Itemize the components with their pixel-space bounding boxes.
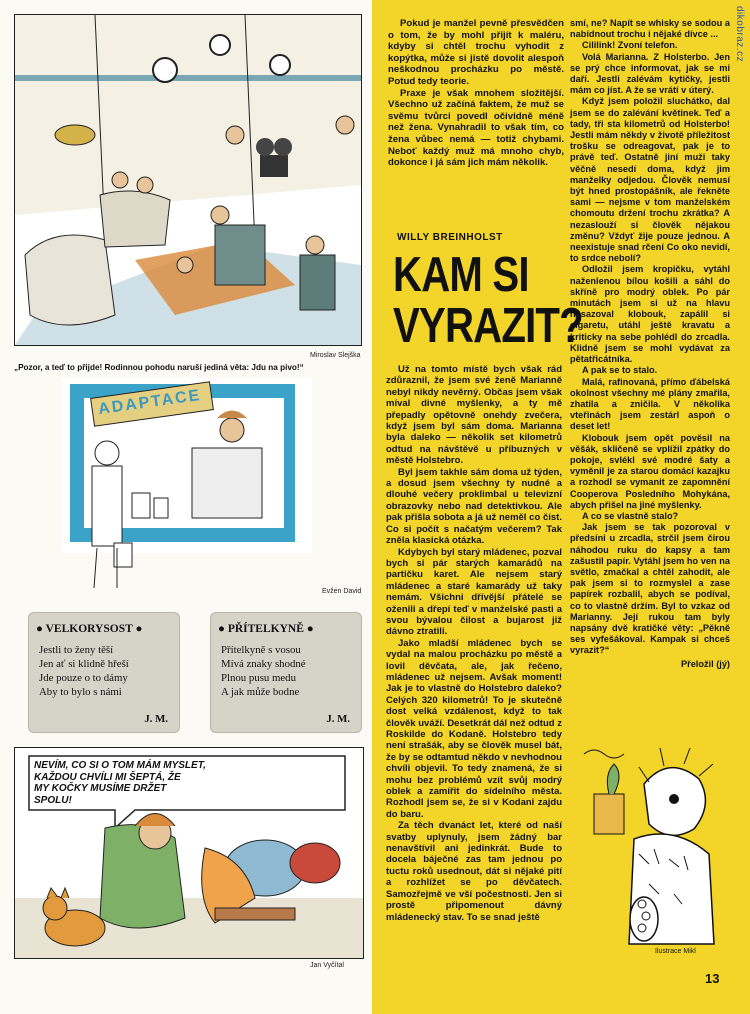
- article-author: WILLY BREINHOLST: [397, 232, 503, 243]
- headline-line: VYRAZIT?: [393, 299, 583, 353]
- cat-speech-bubble: [34, 760, 334, 806]
- paragraph: Už na tomto místě bych však rád zdůraznil, že jsem své ženě Marianně nebyl nikdy nevěrný. Občas jsem však míval divné myšlenky, a ty mě přepadly opětovně onehdy zvečera, když jsem byl sám doma. Marianna byla daleko — několik set kilometrů odtud na návštěvě u příbuzných v městě Holstebro.: [386, 364, 562, 467]
- paragraph: smí, ne? Napít se whisky se sodou a nabídnout trochu i nějaké dívce ...: [570, 18, 730, 40]
- paragraph: Malá, rafinovaná, přímo ďábelská okolnost všechny mé plány zmařila, zhatila a zničila. V několika vteřinách jsem zestárl aspoň o deset let!: [570, 376, 730, 432]
- paragraph: Volá Marianna. Z Holsterbo. Jen se prý chce informovat, jak se mi daří. Jestli zalévám kytičky, jestli mám co jíst. A že se vrátí v úterý.: [570, 51, 730, 96]
- cartoon2-credit: Evžen David: [322, 588, 362, 595]
- cartoon3-credit: Jan Vyčítal: [310, 962, 344, 969]
- paragraph: Za těch dvanáct let, které od naší svatby uplynuly, jsem žádný bar nenavštívil ani jedinkrát. Bude to docela báječné zas tam jednou po tuctu roků usednout, dát si nějaké pití a rozhlížet se po děvčatech. Samozřejmě ve vší počestnosti. Jen si prostě připomenout dávný mládenecký stav. To se snad ještě: [386, 820, 562, 923]
- cartoon1-credit: Miroslav Slejška: [310, 352, 361, 359]
- poem-pritelkyne: [210, 612, 362, 733]
- paragraph: Cililink! Zvoní telefon.: [582, 40, 678, 51]
- cartoon-film-crew: [14, 14, 362, 346]
- bubble-line: SPOLU!: [34, 794, 72, 806]
- adaptace-sign: ADAPTACE: [97, 386, 203, 419]
- poem2-title: ● PŘÍTELKYNĚ ●: [218, 623, 314, 635]
- poem1-title: ● VELKORYSOST ●: [36, 623, 143, 635]
- cartoon1-caption: „Pozor, a teď to přijde! Rodinnou pohodu naruší jediná věta: Jdu na pivo!“: [14, 363, 304, 372]
- bubble-line: MY KOČKY MUSÍME DRŽET: [34, 783, 167, 794]
- poem-velkorysost: [28, 612, 180, 733]
- site-watermark: dikobraz.cz: [734, 6, 745, 63]
- bubble-line: NEVÍM, CO SI O TOM MÁM MYSLET,: [34, 760, 206, 771]
- page-number: 13: [705, 971, 720, 986]
- paragraph: Jako mladší mládenec bych se vydal na malou procházku po městě a lovil děvčata, ale, jak řečeno, mládenec už nejsem. Avšak moment! Jak je to vlastně do Holstebro daleko? Celých 320 kilometrů! To je skutečně dost velká vzdálenost, když to tak člověk uváží. Desetkrát dál než odtud z Roskilde do Kodaně. Holstebro tedy není strašák, aby se člověk musel bát, že by se odtamtud někdo v nevhodnou chvíli objevil. To tedy znamená, že si mohu bez problémů vzít svůj modrý oblek a zamířit do sídelního města. Rozhodl jsem se, že si v Kodani zajdu do baru.: [386, 637, 562, 820]
- article-column-a: [388, 18, 564, 169]
- paragraph: Praxe je však mnohem složitější. Všechno už začíná faktem, že muž se svěmu tvůrci povedl očividně méně než žena. Vynahradil to však tím, co žena vůbec nemá — totiž chybami. Neboť každý muž má mnoho chyb, dokonce i já sám jich mám několik.: [388, 87, 564, 169]
- paragraph: A co se vlastně stalo?: [582, 510, 679, 521]
- poem-line: Plnou pusu medu: [221, 672, 296, 684]
- paragraph: Odložil jsem kropičku, vytáhl naženlenou bílou košili a sáhl do skříně pro modrý oblek. Po pár minutách jsem si už na hlavu nasazoval klobouk, zapálil si cigaretu, utáhl ještě kravatu a kriticky na sebe pohlédl do zrcadla. Klidně jsem se mohl vydávat za pětatřicátníka.: [570, 264, 730, 365]
- poem2-title-text: PŘÍTELKYNĚ: [227, 623, 304, 635]
- paragraph: Pokud je manžel pevně přesvědčen o tom, že by mohl přijít k maléru, kdyby si chtěl trochu vyhodit z kopýtka, může si jistě dovolit alespoň neškodnou procházku po městě. Potud tedy teorie.: [388, 18, 564, 87]
- paragraph: Klobouk jsem opět pověsil na věšák, skličeně se vplížil zpátky do pokoje, svlékl své modré šaty a vyměnil je za starou domácí kazajku a rozhodl se vymanit ze zapomnění Cooperova Posledního Mohykána, abych přišel na jiné myšlenky.: [570, 432, 730, 510]
- article-column-c: [570, 18, 730, 670]
- translator-credit: Přeložil (jý): [680, 658, 730, 669]
- poem1-signature: J. M.: [144, 713, 168, 725]
- poem1-title-text: VELKORYSOST: [45, 623, 133, 635]
- poem2-signature: J. M.: [326, 713, 350, 725]
- paragraph: Když jsem položil sluchátko, dal jsem se do zalévání květinek. Teď a tady, tři sta kilometrů od Holsterbo! Jestli mám někdy v životě příležitost trošku se odreagovat, pak je to právě teď. Ostatně jiní muži taky věčně nesedí doma, když jim manželky odjedou. Člověk nemusí být hned prostopášník, ale řekněte sami — nejsme v tom manželském chomoutu držení trochu zkrátka? A nezaslouží si člověk nějakou změnu? Vždyť žije pouze jednou. A neexistuje snad rčení Co oko nevidí, to srdce nebolí?: [570, 96, 730, 264]
- poem-line: A jak může bodne: [221, 686, 300, 698]
- poem-line: Jestli to ženy těší: [39, 644, 114, 656]
- illustration-phone-man: [574, 744, 734, 949]
- article-column-b: [386, 364, 562, 923]
- paragraph: Byl jsem takhle sám doma už týden, a dosud jsem všechny ty nudné a dlouhé večery proklimbal u televizní obrazovky nebo nad detektivkou. Ale pak přišla sobota a já už neměl co číst. Co si počít s načatým večerem? Tak zněla klasická otázka.: [386, 466, 562, 547]
- illustration-credit: Ilustrace Mikl: [655, 948, 696, 955]
- bubble-line: KAŽDOU CHVÍLI MI ŠEPTÁ, ŽE: [34, 771, 181, 783]
- headline-line: KAM SI: [393, 248, 529, 302]
- poem-line: Jen ať si klidně hřeší: [39, 658, 129, 670]
- poem-line: Aby to bylo s námi: [39, 686, 122, 698]
- paragraph: Jak jsem se tak pozoroval v předsíni u zrcadla, strčil jsem čirou náhodou ruku do kapsy a tam zašustil papír. Vytáhl jsem ho ven na světlo, zmačkal a chtěl zahodit, ale pak jsem si to rozmyslel a zase papírek rozbalil, abych se podíval, co to vlastně držím. Byl to vzkaz od Marianny. Její rukou tam byly napsány dvě kratičké věty: „Pěkně ses vyfešákoval. Kampak si chceš vyrazit?“: [570, 522, 730, 656]
- poem-line: Mívá znaky shodné: [221, 658, 306, 670]
- poem-line: Přítelkyně s vosou: [221, 644, 301, 656]
- paragraph: Kdybych byl starý mládenec, pozval bych si pár starých kamarádů na partičku karet. Ale nejsem starý mládenec a staré kamarády už taky nemám. Všichni dřívější přátelé se oženili a dřepí teď v manželské pasti a svou bývalou čilost a bujarost již dávno ztratili.: [386, 546, 562, 638]
- poem-line: Jde pouze o to dámy: [39, 672, 128, 684]
- paragraph: A pak se to stalo.: [582, 365, 658, 376]
- poem1-lines: [39, 643, 129, 699]
- poem2-lines: [221, 643, 306, 699]
- article-headline: [393, 248, 583, 353]
